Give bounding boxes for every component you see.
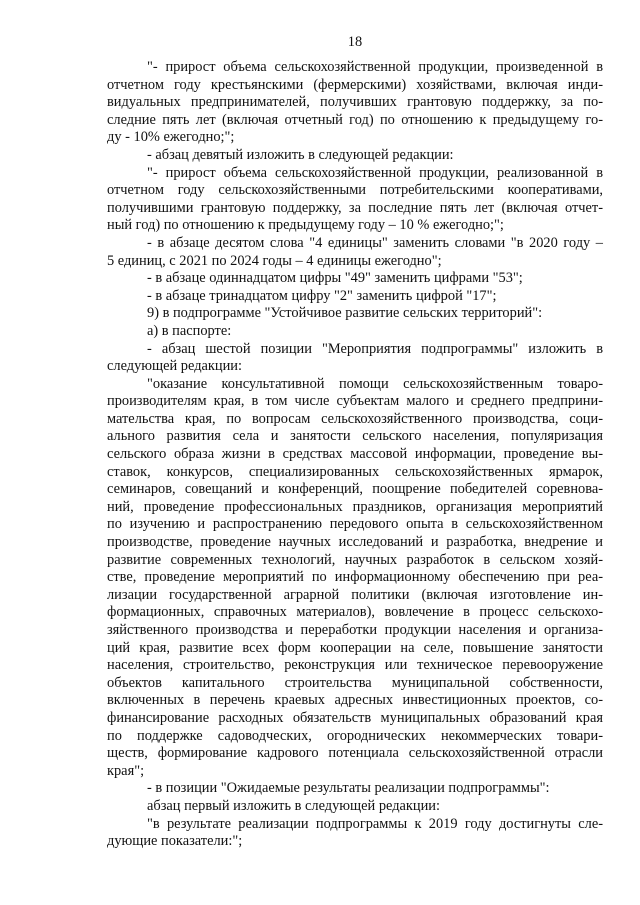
text-line: по поддержке садоводческих, огороднических некоммерческих товари- (107, 727, 603, 744)
text-line: края"; (107, 762, 145, 779)
text-line: следние пять лет (включая отчетный год) по отношению к предыдущему го- (107, 111, 603, 128)
text-line: видуальных предпринимателей, получивших грантовую поддержку, за по- (107, 94, 603, 111)
text-line: а) в паспорте: (147, 322, 232, 339)
text-line: мательства края, по вопросам сельскохозяйственного производства, соци- (107, 410, 603, 427)
paragraph (107, 376, 603, 781)
text-line: развитие современных технологий, научных разработок в сельском хозяй- (107, 551, 603, 568)
text-line: ального развития села и занятости сельского населения, популяризация (107, 428, 603, 445)
paragraph (107, 235, 603, 270)
text-line: "в результате реализации подпрограммы к 2019 году достигнуты сле- (147, 815, 603, 832)
text-line: "- прирост объема сельскохозяйственной продукции, реализованной в (147, 164, 603, 181)
text-line: ний, проведение профессиональных праздников, организация мероприятий (107, 498, 603, 515)
text-line: - абзац девятый изложить в следующей редакции: (147, 146, 454, 163)
text-line: производстве, проведение научных исследований и разработка, внедрение и (107, 534, 603, 551)
text-line: следующей редакции: (107, 358, 242, 375)
text-line: "оказание консультативной помощи сельскохозяйственным товаро- (147, 375, 603, 392)
text-line: включенных в перечень краевых адресных инвестиционных проектов, со- (107, 692, 603, 709)
text-line: сельского образа жизни в средствах массовой информации, проведение вы- (107, 446, 603, 463)
text-line: отчетном году сельскохозяйственными потребительскими кооперативами, (107, 182, 603, 199)
text-line: дующие показатели:"; (107, 833, 243, 850)
paragraph (107, 59, 603, 147)
text-line: финансирование расходных обязательств муниципальных образований края (107, 709, 603, 726)
text-line: 9) в подпрограмме "Устойчивое развитие сельских территорий": (147, 305, 543, 322)
text-line: отчетном году крестьянскими (фермерскими) хозяйствами, включая инди- (107, 76, 603, 93)
text-line: - в абзаце одиннадцатом цифры "49" заменить цифрами "53"; (147, 270, 523, 287)
text-line: объектов капитального строительства муниципальной собственности, (107, 674, 603, 691)
text-line: ный год) по отношению к предыдущему году – 10 % ежегодно;"; (107, 217, 504, 234)
paragraph (107, 305, 603, 323)
paragraph (107, 270, 603, 288)
text-line: ду - 10% ежегодно;"; (107, 129, 235, 146)
text-line: лизации государственной аграрной политики (включая изготовление ин- (107, 586, 603, 603)
paragraph (107, 341, 603, 376)
paragraph (107, 147, 603, 165)
paragraph (107, 798, 603, 816)
text-line: ций края, развитие всех форм кооперации на селе, повышение занятости (107, 639, 603, 656)
paragraph (107, 165, 603, 235)
text-line: - в абзаце тринадцатом цифру "2" заменить цифрой "17"; (147, 287, 497, 304)
text-line: по изучению и распространению передового опыта в сельскохозяйственном (107, 516, 603, 533)
page-number: 18 (347, 34, 363, 50)
paragraph (107, 288, 603, 306)
text-line: ществ, формирование кадрового потенциала сельскохозяйственной отрасли (107, 745, 603, 762)
text-line: получившими грантовую поддержку, за последние пять лет (включая отчет- (107, 199, 603, 216)
paragraph (107, 780, 603, 798)
text-line: семинаров, совещаний и конференций, поощрение победителей соревнова- (107, 481, 603, 498)
text-line: абзац первый изложить в следующей редакции: (147, 797, 441, 814)
text-line: формационных, справочных материалов), вовлечение в процесс сельскохо- (107, 604, 603, 621)
text-line: ставок, конкурсов, специализированных сельскохозяйственных ярмарок, (107, 463, 603, 480)
text-line: стве, проведение мероприятий по информационному обеспечению при реа- (107, 569, 603, 586)
document-body (107, 59, 603, 851)
text-line: производителям края, в том числе субъектам малого и среднего предприни- (107, 393, 603, 410)
text-line: - абзац шестой позиции "Мероприятия подпрограммы" изложить в (147, 340, 603, 357)
paragraph (107, 323, 603, 341)
text-line: населения, строительство, реконструкция или техническое перевооружение (107, 657, 603, 674)
paragraph (107, 816, 603, 851)
text-line: "- прирост объема сельскохозяйственной продукции, произведенной в (147, 59, 603, 75)
text-line: зяйственного производства и переработки продукции населения и организа- (107, 622, 603, 638)
text-line: 5 единиц, с 2021 по 2024 годы – 4 единицы ежегодно"; (107, 252, 442, 269)
text-line: - в абзаце десятом слова "4 единицы" заменить словами "в 2020 году – (147, 234, 603, 251)
text-line: - в позиции "Ожидаемые результаты реализации подпрограммы": (147, 780, 550, 797)
